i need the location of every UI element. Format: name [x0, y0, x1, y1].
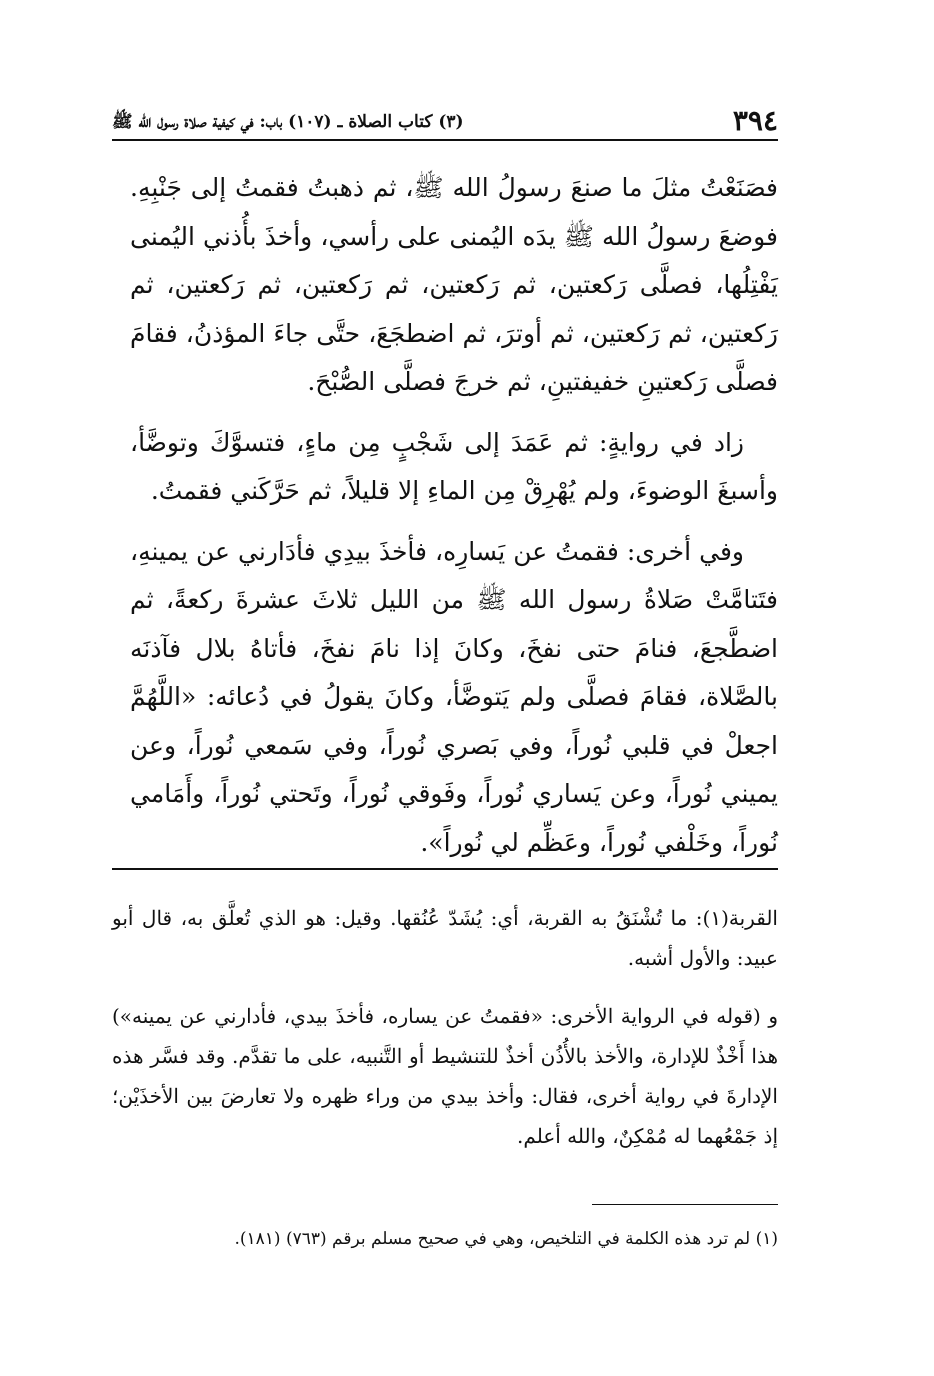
hadith-paragraph-2: زاد في روايةٍ: ثم عَمَدَ إلى شَجْبٍ مِن ماءٍ، فتسوَّكَ وتوضَّأ، وأسبغَ الوضوءَ، ولم يُهْرِقْ مِن الماءِ إلا قليلاً، ثم حَرَّكَني فقمتُ.: [130, 427, 778, 505]
footnote: (١) لم ترد هذه الكلمة في التلخيص، وهي في صحيح مسلم برقم (٧٦٣) (١٨١).: [234, 1229, 778, 1249]
hadith-text: [130, 164, 778, 879]
commentary-paragraph-2: و (قوله في الرواية الأخرى: «فقمتُ عن يساره، فأخذَ بيدي، فأدارني عن يمينه») هذا أَخْذٌ للإدارة، والأخذ بالأُذُن أخذٌ للتنشيط أو التَّنبيه، على ما تقدَّم. وقد فسَّر هذه الإدارةَ في رواية أخرى، فقال: وأخذ بيدي من وراء ظهره ولا تعارضَ بين الأخذَيْن؛ إذ جَمْعُهما له مُمْكِنٌ، والله أعلم.: [112, 1004, 778, 1148]
footnote-divider: [592, 1204, 778, 1205]
running-title: (٣) كتاب الصلاة ـ (١٠٧) باب: في كيفية صلاة رسول الله ﷺ: [112, 112, 464, 132]
page-number: ٣٩٤: [732, 104, 778, 137]
page-header: [112, 104, 778, 138]
commentary-paragraph-1: القربة(١): ما تُشْنَقُ به القربة، أي: يُشَدّ عُنُقها. وقيل: هو الذي تُعلَّق به، قال أبو عبيد: والأول أشبه.: [112, 906, 778, 970]
header-rule: [112, 139, 778, 141]
hadith-paragraph-3: وفي أخرى: فقمتُ عن يَسارِه، فأخذَ بيدِي فأدَارني عن يمينهِ، فتَتامَّتْ صَلاةُ رسول الله ﷺ من الليل ثلاثَ عشرةَ ركعةً، ثم اضطَّجعَ، فنامَ حتى نفخَ، وكانَ إذا نامَ نفخَ، فأتاهُ بلال فآذنَه بالصَّلاة، فقامَ فصلَّى ولم يَتوضَّأ، وكانَ يقولُ في دُعائه: «اللَّهُمَّ اجعلْ في قلبي نُوراً، وفي بَصري نُوراً، وفي سَمعي نُوراً، وعن يميني نُوراً، وعن يَساري نُوراً، وفَوقي نُوراً، وتَحتي نُوراً، وأَمَامي نُوراً، وخَلْفي نُوراً، وعَظِّم لي نُوراً».: [130, 536, 778, 857]
section-divider: [112, 868, 778, 870]
hadith-paragraph-1: فصَنَعْتُ مثلَ ما صنعَ رسولُ الله ﷺ، ثم ذهبتُ فقمتُ إلى جَنْبِهِ. فوضعَ رسولُ الله ﷺ يدَه اليُمنى على رأسي، وأخذَ بأُذني اليُمنى يَفْتِلُها، فصلَّى رَكعتين، ثم رَكعتين، ثم رَكعتين، ثم رَكعتين، ثم رَكعتين، ثم رَكعتين، ثم أوترَ، ثم اضطجَعَ، حتَّى جاءَ المؤذنُ، فقامَ فصلَّى رَكعتينِ خفيفتينِ، ثم خرجَ فصلَّى الصُّبْحَ.: [130, 173, 778, 396]
commentary-text: [112, 898, 778, 1174]
